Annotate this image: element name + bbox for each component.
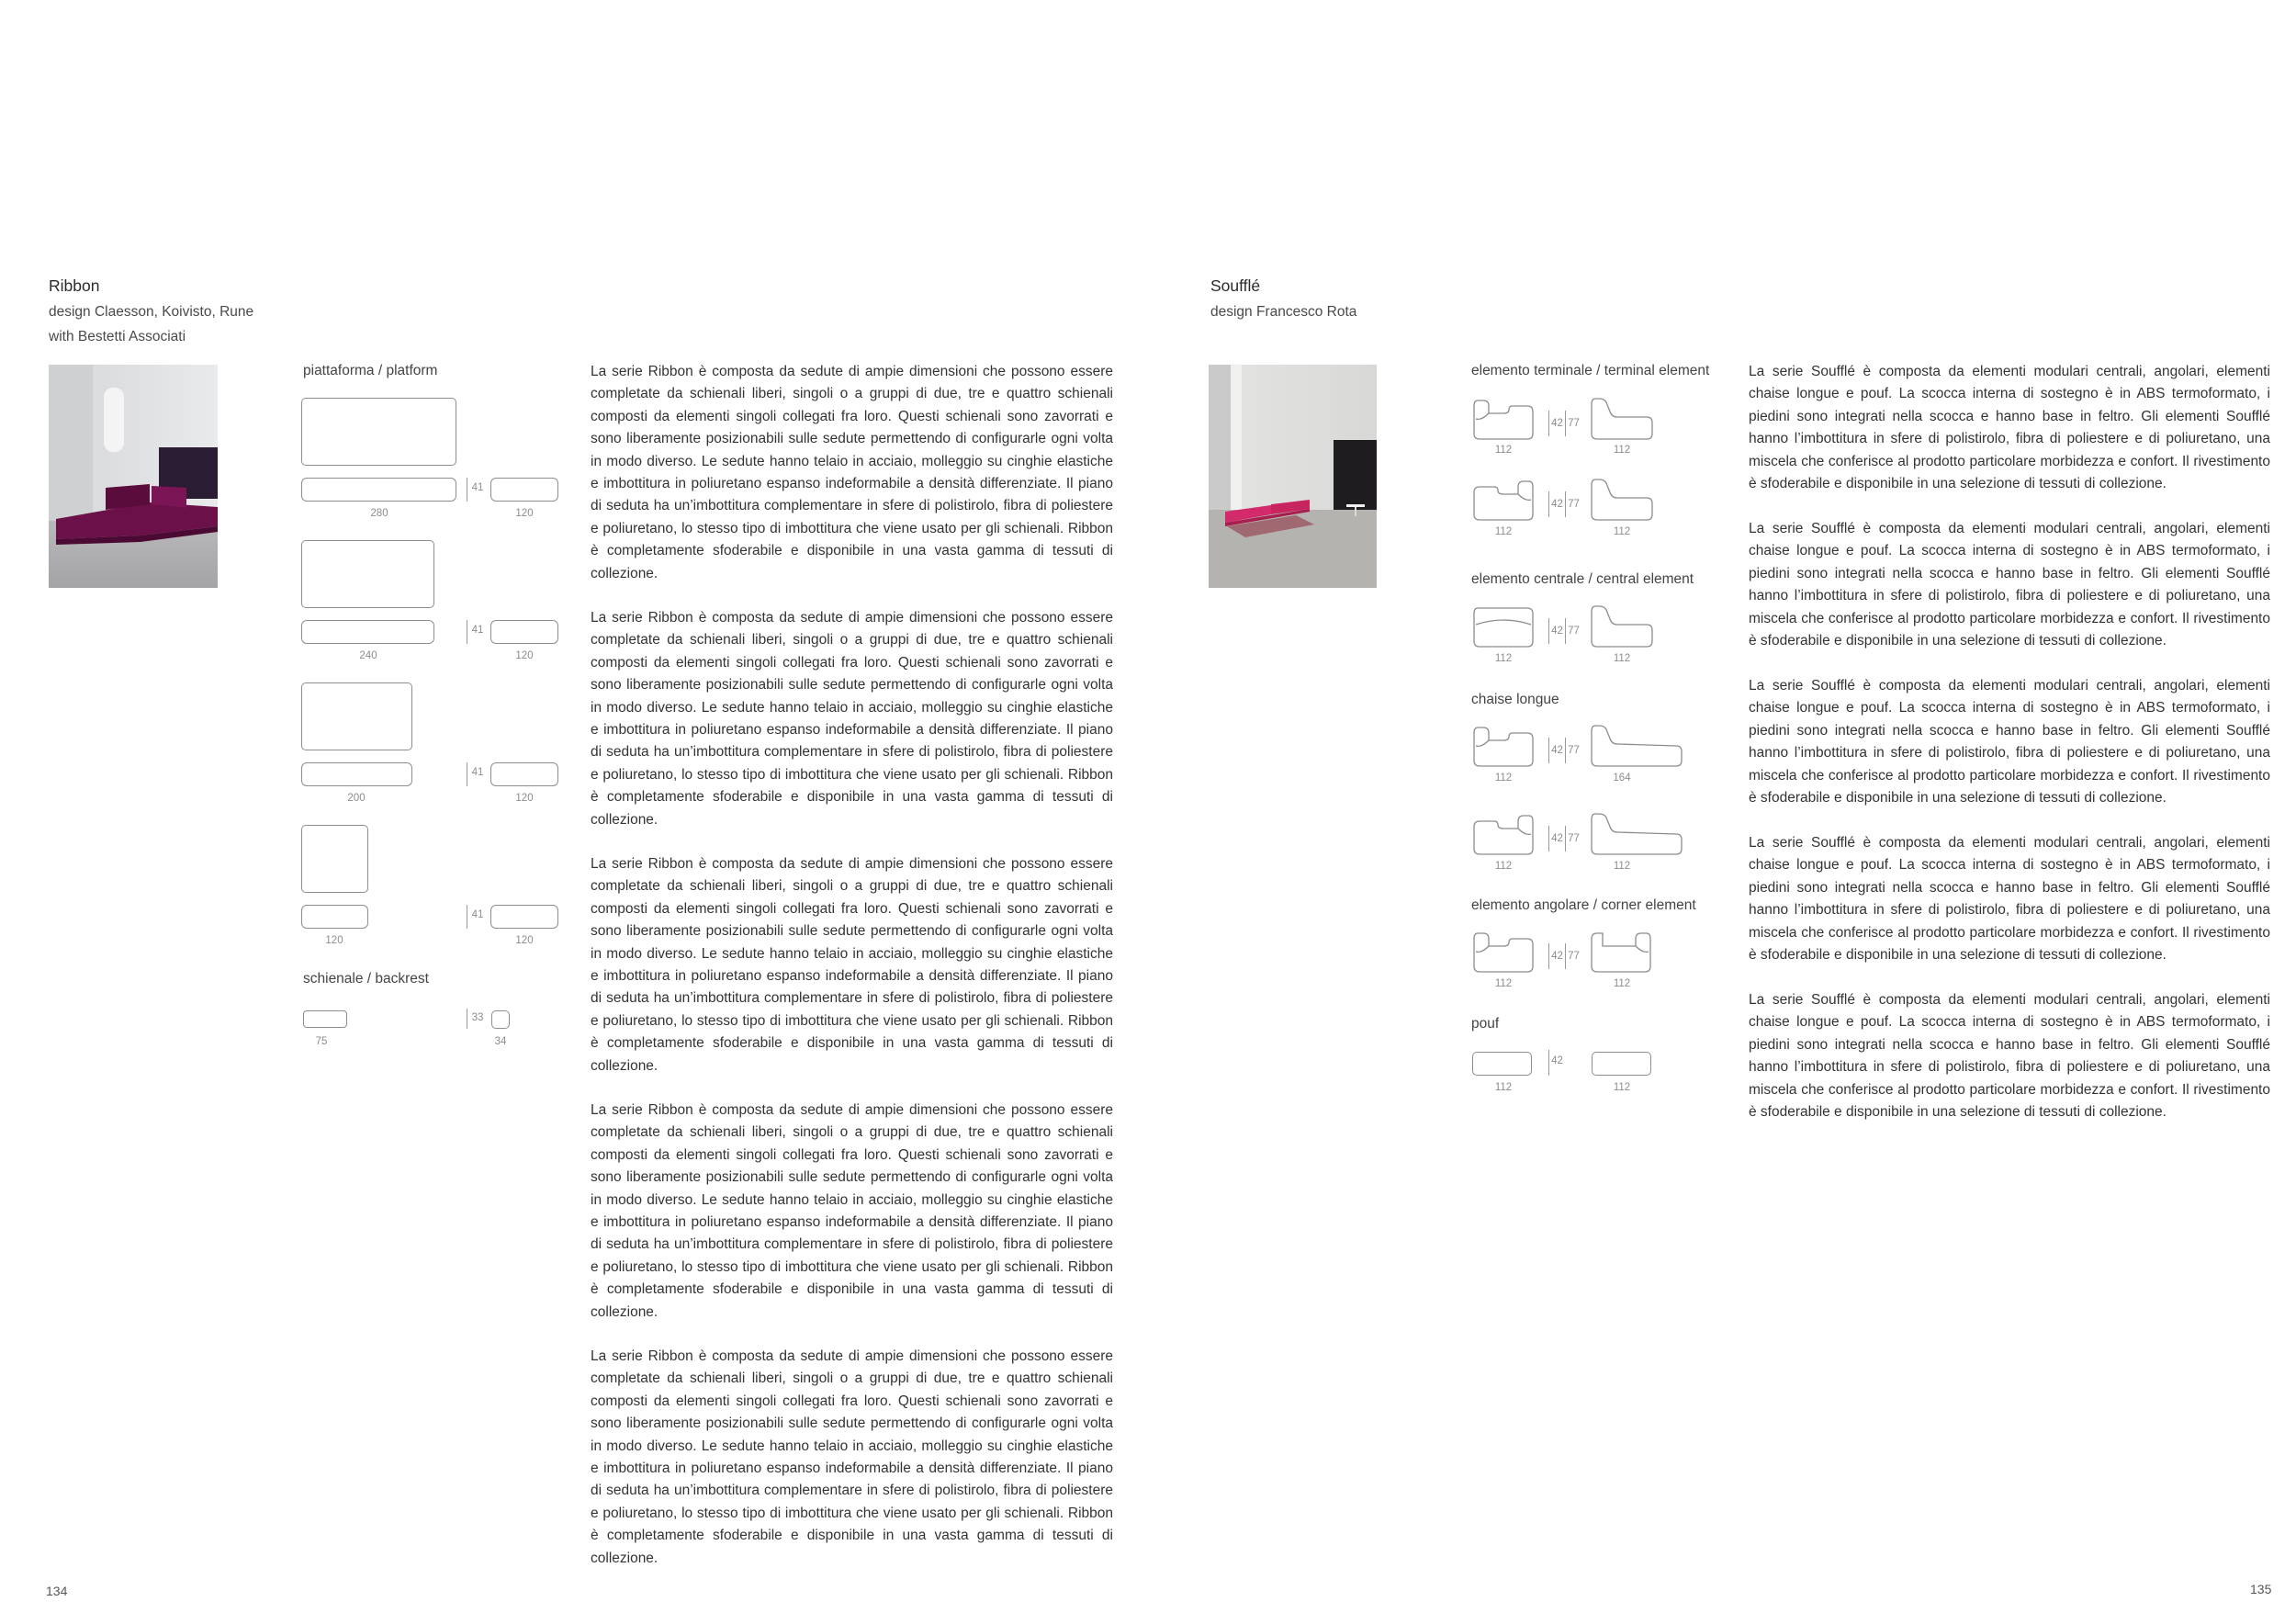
terminal-2-depth: 112 — [1613, 526, 1631, 537]
chaise-1-seat-height: 42 — [1551, 745, 1563, 756]
pouf-side-view — [1592, 1052, 1651, 1076]
page-number: 134 — [46, 1584, 68, 1598]
corner-width: 112 — [1494, 978, 1513, 989]
dimension-divider — [1548, 491, 1549, 517]
backrest-depth: 34 — [494, 1036, 507, 1047]
product-title: Ribbon — [49, 276, 100, 295]
dimension-divider — [1548, 826, 1549, 851]
designer-collaborator: with Bestetti Associati — [49, 329, 186, 344]
chaise-2-total-height: 77 — [1568, 833, 1580, 844]
platform-240-top-view — [301, 540, 434, 608]
corner-depth: 112 — [1613, 978, 1631, 989]
corner-element-side-view — [1590, 930, 1652, 974]
terminal-1-total-height: 77 — [1568, 418, 1580, 429]
ribbon-product-photo — [49, 365, 218, 588]
chaise-longue-front-view — [1472, 724, 1535, 768]
dimension-divider — [1548, 618, 1549, 644]
chaise-longue-label: chaise longue — [1471, 692, 1559, 707]
terminal-element-side-view — [1590, 476, 1654, 522]
description-paragraph: La serie Soufflé è composta da elementi modulari centrali, angolari, elementi chaise longue e pouf. La scocca interna di sostegno è in ABS termoformato, i piedini sono integrati nella scocca e hanno base in feltro. Gli elementi Soufflé hanno l’imbottitura in sfere di polistirolo, fibra di poliestere e di poliuretano, una miscela che conferisce al prodotto particolare morbidezza e confort. Il rivestimento è sfoderabile e disponibile in una selezione di tessuti di collezione. — [1749, 364, 2270, 492]
central-width: 112 — [1494, 653, 1513, 664]
terminal-element-label: elemento terminale / terminal element — [1471, 363, 1710, 378]
dimension-divider — [1565, 826, 1566, 851]
platform-200-width: 200 — [347, 793, 366, 804]
pouf-height: 42 — [1551, 1055, 1563, 1066]
platform-200-front-view — [301, 762, 412, 786]
central-element-front-view — [1472, 606, 1535, 648]
dimension-divider — [1565, 738, 1566, 763]
chaise-1-width: 112 — [1494, 773, 1513, 784]
central-seat-height: 42 — [1551, 626, 1563, 637]
central-depth: 112 — [1613, 653, 1631, 664]
designer-credit: design Claesson, Koivisto, Rune — [49, 304, 254, 320]
chaise-longue-side-view — [1590, 810, 1683, 856]
terminal-element-front-view — [1472, 397, 1535, 441]
platform-200-side-view — [490, 762, 558, 786]
pouf-depth: 112 — [1613, 1082, 1631, 1093]
description-paragraph: La serie Ribbon è composta da sedute di ampie dimensioni che possono essere completate da schienali liberi, singoli o a gruppi di due, tre e quattro schienali composti da elementi singoli collegati fra loro. Questi schienali sono zavorrati e sono liberamente posizionabili sulle sedute permettendo di configurarle ogni volta in modo diverso. Le sedute hanno telaio in acciaio, molleggio su cinghie elastiche e imbottitura in poliuretano espanso indeformabile a densità differenziate. Il piano di seduta ha un’imbottitura complementare in sfere di polistirolo, fibra di poliestere e poliuretano, lo stesso tipo di imbottitura che viene usato per gli schienali. Ribbon è completamente sfoderabile e disponibile in una vasta gamma di tessuti di collezione. — [591, 610, 1113, 828]
designer-credit: design Francesco Rota — [1210, 304, 1357, 320]
platform-240-front-view — [301, 620, 434, 644]
backrest-section-label: schienale / backrest — [303, 971, 429, 987]
backrest-front-view — [303, 1010, 347, 1028]
terminal-1-depth: 112 — [1613, 445, 1631, 456]
terminal-2-seat-height: 42 — [1551, 499, 1563, 510]
platform-240-side-view — [490, 620, 558, 644]
platform-120-front-view — [301, 905, 368, 929]
platform-120-side-view — [490, 905, 558, 929]
platform-280-top-view — [301, 398, 456, 466]
terminal-element-side-view — [1590, 395, 1654, 441]
product-title: Soufflé — [1210, 276, 1261, 295]
chaise-2-width: 112 — [1494, 861, 1513, 872]
platform-280-front-view — [301, 478, 456, 502]
platform-280-height: 41 — [471, 482, 484, 493]
platform-200-top-view — [301, 682, 412, 750]
chaise-2-seat-height: 42 — [1551, 833, 1563, 844]
terminal-1-seat-height: 42 — [1551, 418, 1563, 429]
platform-120-top-view — [301, 825, 368, 893]
terminal-1-width: 112 — [1494, 445, 1513, 456]
dimension-divider — [1565, 943, 1566, 969]
platform-280-width: 280 — [370, 508, 388, 519]
pouf-width: 112 — [1494, 1082, 1513, 1093]
chaise-longue-side-view — [1590, 722, 1683, 768]
terminal-element-front-view-mirrored — [1472, 478, 1535, 522]
dimension-divider — [1565, 618, 1566, 644]
description-paragraph: La serie Ribbon è composta da sedute di ampie dimensioni che possono essere completate da schienali liberi, singoli o a gruppi di due, tre e quattro schienali composti da elementi singoli collegati fra loro. Questi schienali sono zavorrati e sono liberamente posizionabili sulle sedute permettendo di configurarle ogni volta in modo diverso. Le sedute hanno telaio in acciaio, molleggio su cinghie elastiche e imbottitura in poliuretano espanso indeformabile a densità differenziate. Il piano di seduta ha un’imbottitura complementare in sfere di polistirolo, fibra di poliestere e poliuretano, lo stesso tipo di imbottitura che viene usato per gli schienali. Ribbon è completamente sfoderabile e disponibile in una vasta gamma di tessuti di collezione. — [591, 1348, 1113, 1566]
description-paragraph: La serie Ribbon è composta da sedute di ampie dimensioni che possono essere completate da schienali liberi, singoli o a gruppi di due, tre e quattro schienali composti da elementi singoli collegati fra loro. Questi schienali sono zavorrati e sono liberamente posizionabili sulle sedute permettendo di configurarle ogni volta in modo diverso. Le sedute hanno telaio in acciaio, molleggio su cinghie elastiche e imbottitura in poliuretano espanso indeformabile a densità differenziate. Il piano di seduta ha un’imbottitura complementare in sfere di polistirolo, fibra di poliestere e poliuretano, lo stesso tipo di imbottitura che viene usato per gli schienali. Ribbon è completamente sfoderabile e disponibile in una vasta gamma di tessuti di collezione. — [591, 1102, 1113, 1320]
platform-120-height: 41 — [471, 909, 484, 920]
dimension-divider — [1565, 411, 1566, 436]
platform-200-height: 41 — [471, 767, 484, 778]
souffle-photo-image — [1209, 365, 1377, 588]
central-element-side-view — [1590, 603, 1654, 648]
backrest-height: 33 — [471, 1012, 484, 1023]
platform-120-width: 120 — [325, 935, 343, 946]
platform-280-side-view — [490, 478, 558, 502]
platform-280-depth: 120 — [515, 508, 534, 519]
dimension-divider — [1548, 738, 1549, 763]
pouf-label: pouf — [1471, 1016, 1500, 1032]
description-paragraph: La serie Ribbon è composta da sedute di ampie dimensioni che possono essere completate da schienali liberi, singoli o a gruppi di due, tre e quattro schienali composti da elementi singoli collegati fra loro. Questi schienali sono zavorrati e sono liberamente posizionabili sulle sedute permettendo di configurarle ogni volta in modo diverso. Le sedute hanno telaio in acciaio, molleggio su cinghie elastiche e imbottitura in poliuretano espanso indeformabile a densità differenziate. Il piano di seduta ha un’imbottitura complementare in sfere di polistirolo, fibra di poliestere e poliuretano, lo stesso tipo di imbottitura che viene usato per gli schienali. Ribbon è completamente sfoderabile e disponibile in una vasta gamma di tessuti di collezione. — [591, 364, 1113, 581]
terminal-2-total-height: 77 — [1568, 499, 1580, 510]
platform-120-depth: 120 — [515, 935, 534, 946]
platform-200-depth: 120 — [515, 793, 534, 804]
description-paragraph: La serie Soufflé è composta da elementi modulari centrali, angolari, elementi chaise longue e pouf. La scocca interna di sostegno è in ABS termoformato, i piedini sono integrati nella scocca e hanno base in feltro. Gli elementi Soufflé hanno l’imbottitura in sfere di polistirolo, fibra di poliestere e di poliuretano, una miscela che conferisce al prodotto particolare morbidezza e confort. Il rivestimento è sfoderabile e disponibile in una selezione di tessuti di collezione. — [1749, 992, 2270, 1121]
dimension-divider — [1548, 1050, 1549, 1076]
chaise-2-depth: 112 — [1613, 861, 1631, 872]
platform-240-height: 41 — [471, 625, 484, 636]
chaise-1-depth: 164 — [1613, 773, 1631, 784]
platform-section-label: piattaforma / platform — [303, 363, 438, 378]
terminal-2-width: 112 — [1494, 526, 1513, 537]
central-element-label: elemento centrale / central element — [1471, 571, 1694, 587]
description-paragraph: La serie Ribbon è composta da sedute di ampie dimensioni che possono essere completate da schienali liberi, singoli o a gruppi di due, tre e quattro schienali composti da elementi singoli collegati fra loro. Questi schienali sono zavorrati e sono liberamente posizionabili sulle sedute permettendo di configurarle ogni volta in modo diverso. Le sedute hanno telaio in acciaio, molleggio su cinghie elastiche e imbottitura in poliuretano espanso indeformabile a densità differenziate. Il piano di seduta ha un’imbottitura complementare in sfere di polistirolo, fibra di poliestere e poliuretano, lo stesso tipo di imbottitura che viene usato per gli schienali. Ribbon è completamente sfoderabile e disponibile in una vasta gamma di tessuti di collezione. — [591, 856, 1113, 1074]
platform-240-depth: 120 — [515, 650, 534, 661]
dimension-divider — [1565, 491, 1566, 517]
backrest-width: 75 — [315, 1036, 328, 1047]
corner-element-label: elemento angolare / corner element — [1471, 897, 1696, 913]
souffle-product-photo — [1209, 365, 1377, 588]
backrest-side-view — [491, 1010, 510, 1029]
corner-total-height: 77 — [1568, 951, 1580, 962]
dimension-divider — [1548, 411, 1549, 436]
ribbon-photo-image — [49, 365, 218, 588]
central-total-height: 77 — [1568, 626, 1580, 637]
platform-240-width: 240 — [359, 650, 377, 661]
description-paragraph: La serie Soufflé è composta da elementi modulari centrali, angolari, elementi chaise longue e pouf. La scocca interna di sostegno è in ABS termoformato, i piedini sono integrati nella scocca e hanno base in feltro. Gli elementi Soufflé hanno l’imbottitura in sfere di polistirolo, fibra di poliestere e di poliuretano, una miscela che conferisce al prodotto particolare morbidezza e confort. Il rivestimento è sfoderabile e disponibile in una selezione di tessuti di collezione. — [1749, 678, 2270, 806]
chaise-longue-front-view-mirrored — [1472, 812, 1535, 856]
corner-element-front-view — [1472, 930, 1535, 974]
corner-seat-height: 42 — [1551, 951, 1563, 962]
pouf-front-view — [1472, 1052, 1532, 1076]
chaise-1-total-height: 77 — [1568, 745, 1580, 756]
dimension-divider — [1548, 943, 1549, 969]
page-number: 135 — [2250, 1582, 2272, 1596]
description-paragraph: La serie Soufflé è composta da elementi modulari centrali, angolari, elementi chaise longue e pouf. La scocca interna di sostegno è in ABS termoformato, i piedini sono integrati nella scocca e hanno base in feltro. Gli elementi Soufflé hanno l’imbottitura in sfere di polistirolo, fibra di poliestere e di poliuretano, una miscela che conferisce al prodotto particolare morbidezza e confort. Il rivestimento è sfoderabile e disponibile in una selezione di tessuti di collezione. — [1749, 521, 2270, 649]
description-paragraph: La serie Soufflé è composta da elementi modulari centrali, angolari, elementi chaise longue e pouf. La scocca interna di sostegno è in ABS termoformato, i piedini sono integrati nella scocca e hanno base in feltro. Gli elementi Soufflé hanno l’imbottitura in sfere di polistirolo, fibra di poliestere e di poliuretano, una miscela che conferisce al prodotto particolare morbidezza e confort. Il rivestimento è sfoderabile e disponibile in una selezione di tessuti di collezione. — [1749, 835, 2270, 964]
